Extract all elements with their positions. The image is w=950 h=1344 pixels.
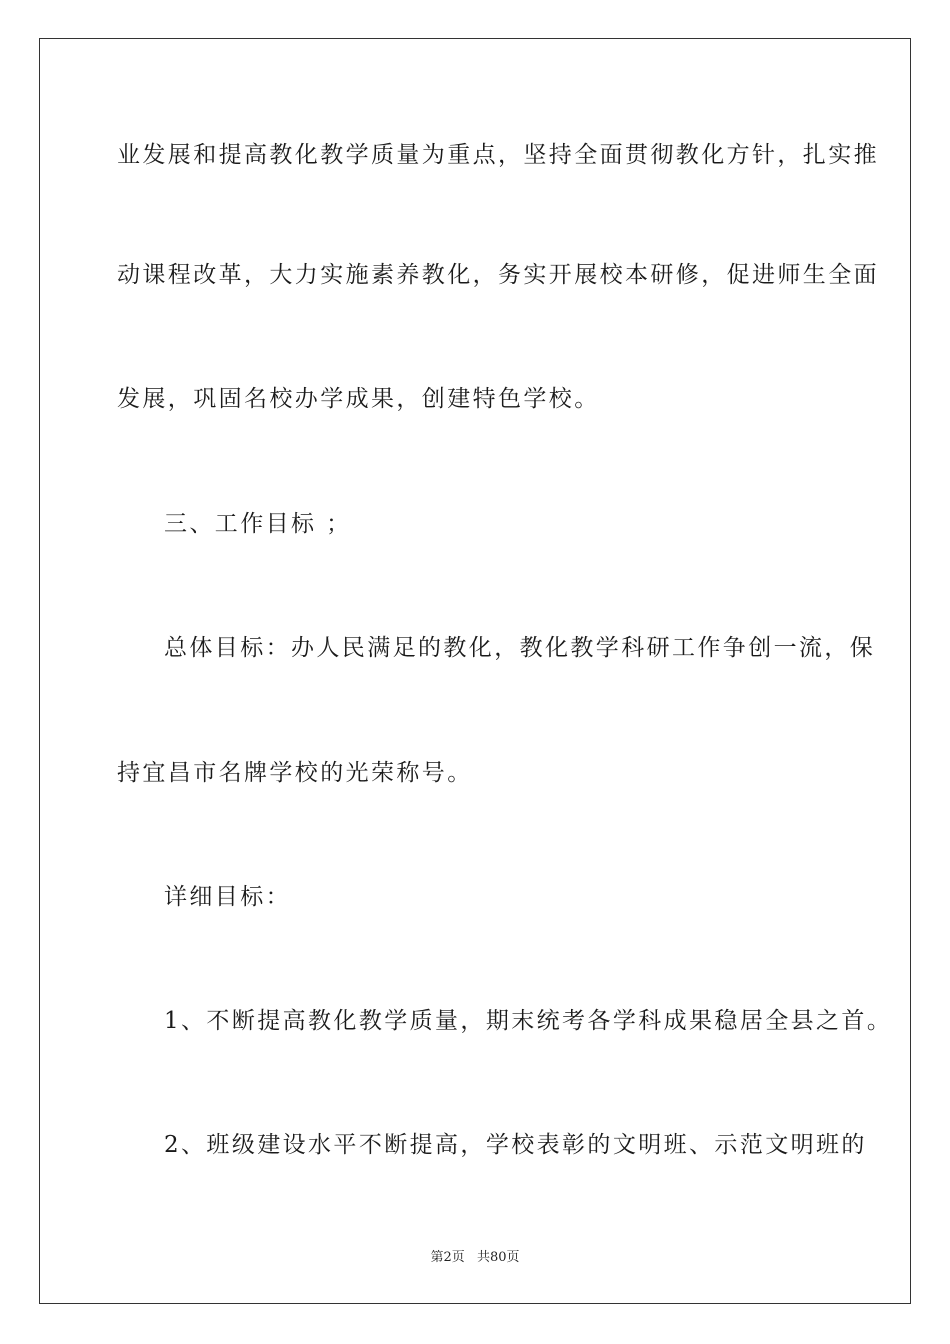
list-item: 1、不断提高教化教学质量，期末统考各学科成果稳居全县之首。: [164, 1008, 893, 1034]
subheading: 详细目标：: [164, 884, 291, 910]
body-text-line: 总体目标：办人民满足的教化，教化教学科研工作争创一流，保: [164, 635, 876, 661]
body-text-line: 持宜昌市名牌学校的光荣称号。: [117, 760, 473, 786]
page-border: [39, 38, 911, 1304]
page-total: 共80页: [476, 1250, 520, 1265]
body-text-line: 业发展和提高教化教学质量为重点，坚持全面贯彻教化方针，扎实推: [117, 142, 879, 168]
page-number: 第2页: [430, 1250, 465, 1265]
list-item: 2、班级建设水平不断提高，学校表彰的文明班、示范文明班的: [164, 1132, 867, 1158]
body-text-line: 发展，巩固名校办学成果，创建特色学校。: [117, 386, 600, 412]
body-text-line: 动课程改革，大力实施素养教化，务实开展校本研修，促进师生全面: [117, 262, 879, 288]
section-heading: 三、工作目标 ；: [164, 511, 352, 537]
page-footer: [0, 1246, 950, 1265]
